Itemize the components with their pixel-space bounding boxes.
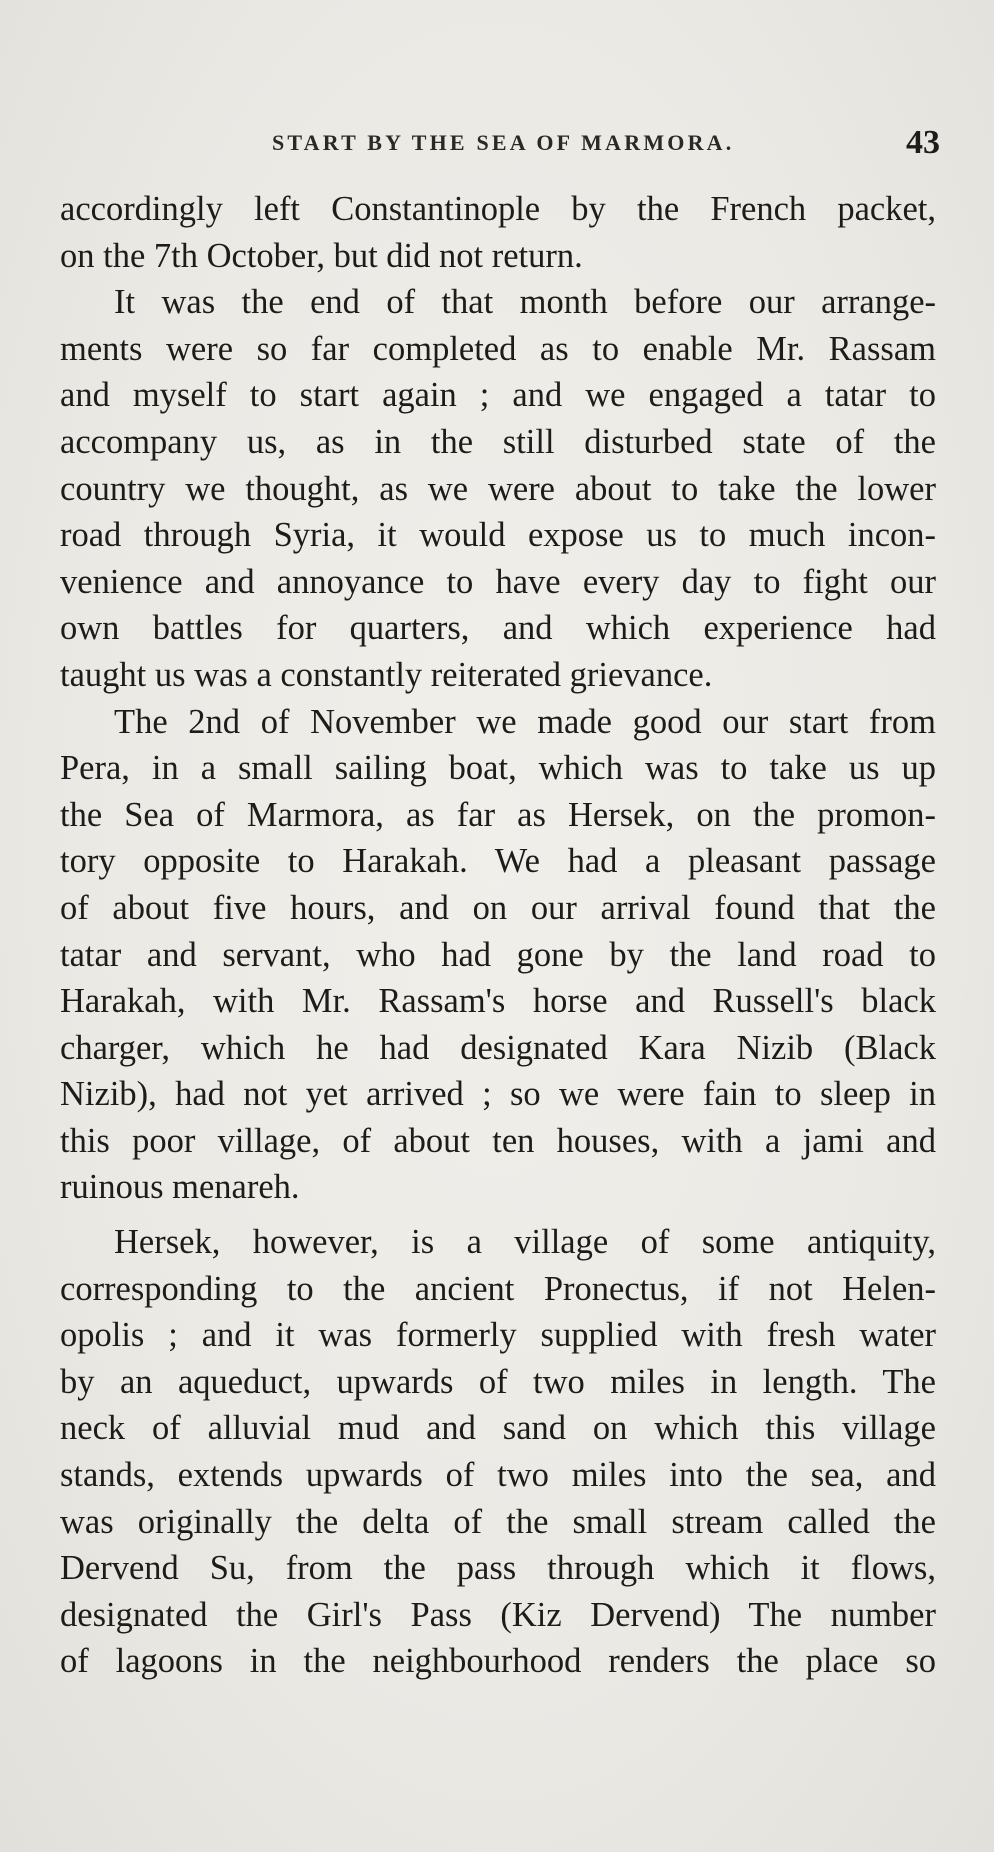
text-line: Nizib), had not yet arrived ; so we were fain to sleep in [60, 1075, 936, 1114]
text-line: Dervend Su, from the pass through which it flows, [60, 1549, 936, 1588]
text-line: country we thought, as we were about to take the lower [60, 469, 936, 508]
text-line: opolis ; and it was formerly supplied with fresh water [60, 1316, 936, 1355]
text-line: venience and annoyance to have every day to fight our [60, 562, 936, 601]
text-line: taught us was a constantly reiterated grievance. [60, 655, 713, 694]
paragraph-spacer [60, 1211, 936, 1219]
text-line: Pera, in a small sailing boat, which was to take us up [60, 749, 936, 788]
text-line: neck of alluvial mud and sand on which this village [60, 1409, 936, 1448]
text-line: Hersek, however, is a village of some antiquity, [114, 1223, 936, 1262]
text-line: accompany us, as in the still disturbed state of the [60, 422, 936, 461]
text-line: tatar and servant, who had gone by the land road to [60, 935, 936, 974]
page-number: 43 [906, 124, 940, 161]
text-line: by an aqueduct, upwards of two miles in length. The [60, 1362, 936, 1401]
text-line: Harakah, with Mr. Rassam's horse and Russell's black [60, 982, 936, 1021]
paragraph [60, 699, 936, 1212]
text-line: ments were so far completed as to enable Mr. Rassam [60, 329, 936, 368]
text-line: and myself to start again ; and we engaged a tatar to [60, 376, 936, 415]
text-line: this poor village, of about ten houses, with a jami and [60, 1121, 936, 1160]
text-line: ruinous menareh. [60, 1168, 300, 1207]
text-line: of lagoons in the neighbourhood renders the place so [60, 1642, 936, 1681]
text-line: charger, which he had designated Kara Nizib (Black [60, 1028, 936, 1067]
text-line: of about five hours, and on our arrival found that the [60, 888, 936, 927]
paragraph [60, 186, 936, 279]
running-title: START BY THE SEA OF MARMORA. [272, 130, 735, 155]
paragraph [60, 279, 936, 698]
text-line: own battles for quarters, and which experience had [60, 609, 936, 648]
text-line: road through Syria, it would expose us to much incon- [60, 516, 936, 555]
body-text [60, 186, 936, 1685]
text-line: designated the Girl's Pass (Kiz Dervend) The number [60, 1595, 936, 1634]
text-line: on the 7th October, but did not return. [60, 236, 583, 275]
running-head [60, 124, 940, 164]
text-line: was originally the delta of the small stream called the [60, 1502, 936, 1541]
text-line: the Sea of Marmora, as far as Hersek, on the promon- [60, 795, 936, 834]
text-line: accordingly left Constantinople by the French packet, [60, 190, 936, 228]
text-line: tory opposite to Harakah. We had a pleasant passage [60, 842, 936, 881]
text-line: The 2nd of November we made good our start from [114, 702, 936, 741]
text-line: corresponding to the ancient Pronectus, if not Helen- [60, 1269, 936, 1308]
paragraph [60, 1219, 936, 1685]
text-line: stands, extends upwards of two miles into the sea, and [60, 1456, 936, 1495]
text-line: It was the end of that month before our arrange- [114, 283, 936, 322]
